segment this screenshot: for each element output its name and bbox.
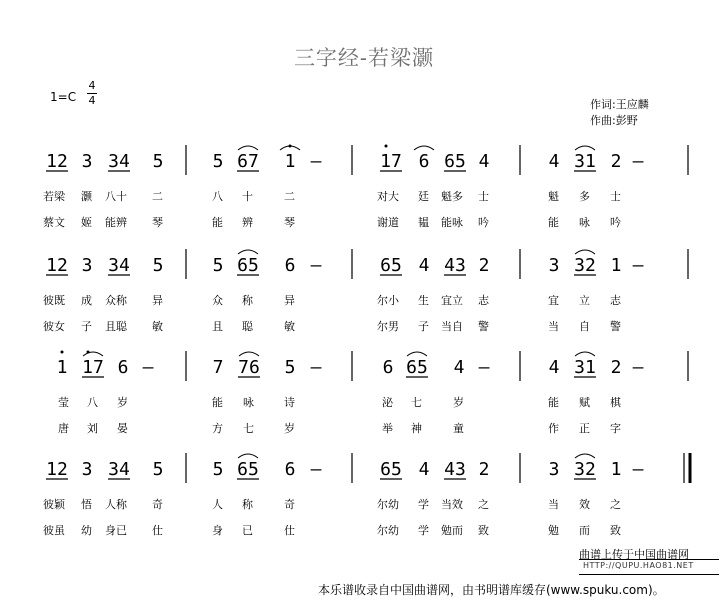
lyric-syllable: 当 (548, 320, 559, 333)
note: 4 (453, 357, 465, 378)
lyric-syllable: 尔幼 (377, 498, 399, 511)
note: 3 (81, 459, 93, 480)
note: – (632, 459, 644, 480)
lyric-syllable: 警 (610, 320, 621, 333)
slur (575, 250, 595, 254)
note: 17 (82, 357, 104, 378)
lyric-syllable: 若梁 (43, 190, 65, 203)
note: – (310, 255, 322, 276)
lyric-syllable: 莹 (58, 396, 69, 409)
note: 65 (237, 255, 259, 276)
lyric-syllable: 能辨 (105, 216, 127, 229)
lyric-syllable: 成 (81, 294, 92, 307)
lyric-syllable: 敏 (152, 320, 163, 333)
lyric-syllable: 宜 (548, 294, 559, 307)
lyric-syllable: 宜立 (441, 294, 463, 307)
slur (238, 146, 258, 150)
lyric-syllable: 勉 (548, 524, 559, 537)
note: 7 (212, 357, 224, 378)
note: 4 (418, 459, 430, 480)
lyric-syllable: 效 (579, 498, 590, 511)
note: 34 (108, 151, 130, 172)
octave-dot (87, 351, 90, 354)
lyric-syllable: 彼虽 (43, 524, 65, 537)
octave-dot (385, 145, 388, 148)
footer-bottom-text: 本乐谱收录自中国曲谱网，由书明谱库缓存(www.spuku.com)。 (318, 583, 665, 597)
lyric-syllable: 学 (418, 498, 429, 511)
lyric-syllable: 七 (411, 396, 422, 409)
note: 43 (444, 459, 466, 480)
note: – (632, 357, 644, 378)
lyric-syllable: 人 (212, 498, 223, 511)
note: 5 (212, 255, 224, 276)
slur (238, 454, 258, 458)
note: 5 (284, 357, 296, 378)
lyric-syllable: 尔男 (377, 320, 399, 333)
lyric-syllable: 子 (81, 320, 92, 333)
lyric-syllable: 吟 (610, 216, 621, 229)
note: – (310, 357, 322, 378)
lyric-syllable: 尔小 (377, 294, 399, 307)
lyric-syllable: 称 (242, 498, 253, 511)
lyric-syllable: 唐 (58, 422, 69, 435)
note: 2 (610, 151, 622, 172)
note: – (632, 151, 644, 172)
note: 67 (237, 151, 259, 172)
lyric-syllable: 咏 (579, 216, 590, 229)
note: 12 (46, 459, 68, 480)
lyric-syllable: 岁 (284, 422, 295, 435)
lyric-syllable: 自 (579, 320, 590, 333)
key-signature: 1=C (50, 90, 77, 104)
note: 65 (444, 151, 466, 172)
lyric-syllable: 而 (579, 524, 590, 537)
lyric-syllable: 童 (453, 422, 464, 435)
note: 4 (548, 151, 560, 172)
note: – (478, 357, 490, 378)
note: 3 (81, 255, 93, 276)
lyric-syllable: 众称 (105, 294, 127, 307)
note: 5 (152, 151, 164, 172)
lyric-syllable: 当 (548, 498, 559, 511)
slur (83, 352, 103, 356)
note: 1 (610, 459, 622, 480)
note: 65 (237, 459, 259, 480)
note: 4 (478, 151, 490, 172)
lyric-syllable: 身已 (105, 524, 127, 537)
lyric-syllable: 致 (610, 524, 621, 537)
note: 34 (108, 255, 130, 276)
note: 1 (610, 255, 622, 276)
note: 12 (46, 255, 68, 276)
lyric-syllable: 士 (478, 190, 489, 203)
lyric-syllable: 十 (242, 190, 253, 203)
lyric-syllable: 子 (418, 320, 429, 333)
lyric-syllable: 方 (212, 422, 223, 435)
lyric-syllable: 琴 (284, 216, 295, 229)
note: 2 (478, 459, 490, 480)
lyric-syllable: 尔幼 (377, 524, 399, 537)
octave-dot (61, 351, 64, 354)
lyric-syllable: 且聪 (105, 320, 127, 333)
lyric-syllable: 泌 (382, 396, 393, 409)
lyric-syllable: 士 (610, 190, 621, 203)
lyric-syllable: 能 (212, 396, 223, 409)
lyric-syllable: 众 (212, 294, 223, 307)
lyric-syllable: 廷 (418, 190, 429, 203)
lyric-syllable: 聪 (242, 320, 253, 333)
note: 31 (574, 357, 596, 378)
lyric-syllable: 岁 (117, 396, 128, 409)
note: 5 (152, 459, 164, 480)
note: 6 (117, 357, 129, 378)
lyric-syllable: 仕 (152, 524, 163, 537)
note: 5 (212, 459, 224, 480)
lyric-syllable: 敏 (284, 320, 295, 333)
composer-credit: 作曲:彭野 (590, 114, 638, 127)
lyric-syllable: 棋 (610, 396, 621, 409)
lyric-syllable: 奇 (152, 498, 163, 511)
note: 12 (46, 151, 68, 172)
note: 4 (418, 255, 430, 276)
lyric-syllable: 八十 (105, 190, 127, 203)
note: 31 (574, 151, 596, 172)
note: 1 (56, 357, 68, 378)
note: 2 (610, 357, 622, 378)
lyric-syllable: 八 (87, 396, 98, 409)
lyric-syllable: 姬 (81, 216, 92, 229)
note: 65 (406, 357, 428, 378)
slur (407, 352, 427, 356)
note: 3 (548, 459, 560, 480)
note: 3 (81, 151, 93, 172)
note: 1 (284, 151, 296, 172)
lyric-syllable: 蔡文 (43, 216, 65, 229)
lyric-syllable: 辨 (242, 216, 253, 229)
note: 6 (418, 151, 430, 172)
note: 65 (380, 459, 402, 480)
lyric-syllable: 二 (284, 190, 295, 203)
lyric-syllable: 魁多 (441, 190, 463, 203)
lyric-syllable: 举 (382, 422, 393, 435)
lyric-syllable: 学 (418, 524, 429, 537)
lyric-syllable: 琴 (152, 216, 163, 229)
note: 6 (284, 459, 296, 480)
lyric-syllable: 当自 (441, 320, 463, 333)
note: 5 (212, 151, 224, 172)
lyric-syllable: 勉而 (441, 524, 463, 537)
lyric-syllable: 称 (242, 294, 253, 307)
lyric-syllable: 咏 (243, 396, 254, 409)
lyric-syllable: 吟 (478, 216, 489, 229)
lyric-syllable: 多 (579, 190, 590, 203)
note: 5 (152, 255, 164, 276)
lyric-syllable: 且 (212, 320, 223, 333)
note: 6 (382, 357, 394, 378)
lyric-syllable: 谢道 (377, 216, 399, 229)
lyric-syllable: 刘 (87, 422, 98, 435)
lyric-syllable: 八 (212, 190, 223, 203)
footer-url: HTTP://QUPU.HAO81.NET (583, 561, 694, 570)
note: 32 (574, 459, 596, 480)
note: – (310, 459, 322, 480)
lyric-syllable: 之 (610, 498, 621, 511)
lyric-syllable: 志 (610, 294, 621, 307)
lyric-syllable: 奇 (284, 498, 295, 511)
note: – (142, 357, 154, 378)
footer-rule-top (579, 559, 719, 560)
lyric-syllable: 幼 (81, 524, 92, 537)
lyric-syllable: 彼女 (43, 320, 65, 333)
note: 6 (284, 255, 296, 276)
note: – (310, 151, 322, 172)
lyric-syllable: 作 (548, 422, 559, 435)
note: 76 (238, 357, 260, 378)
lyric-syllable: 立 (579, 294, 590, 307)
lyric-syllable: 志 (478, 294, 489, 307)
lyric-syllable: 警 (478, 320, 489, 333)
slur (575, 146, 595, 150)
note: 17 (380, 151, 402, 172)
footer-site-text: 曲谱上传于中国曲谱网 (579, 548, 689, 561)
slur (575, 454, 595, 458)
slur (238, 250, 258, 254)
lyric-syllable: 诗 (284, 396, 295, 409)
lyric-syllable: 晏 (117, 422, 128, 435)
lyric-syllable: 彼颖 (43, 498, 65, 511)
lyricist-credit: 作词:王应麟 (590, 98, 649, 111)
time-sig-bottom: 4 (88, 94, 96, 107)
note: 2 (478, 255, 490, 276)
lyric-syllable: 当效 (441, 498, 463, 511)
lyric-syllable: 悟 (81, 498, 92, 511)
lyric-syllable: 能 (548, 396, 559, 409)
lyric-syllable: 仕 (284, 524, 295, 537)
lyric-syllable: 致 (478, 524, 489, 537)
lyric-syllable: 能咏 (441, 216, 463, 229)
lyric-syllable: 七 (243, 422, 254, 435)
lyric-syllable: 身 (212, 524, 223, 537)
lyric-syllable: 对大 (377, 190, 399, 203)
octave-dot (289, 145, 292, 148)
note: 32 (574, 255, 596, 276)
note: – (632, 255, 644, 276)
lyric-syllable: 之 (478, 498, 489, 511)
lyric-syllable: 生 (418, 294, 429, 307)
song-title: 三字经-若梁灏 (293, 46, 435, 70)
lyric-syllable: 彼既 (43, 294, 65, 307)
note: 43 (444, 255, 466, 276)
lyric-syllable: 灏 (81, 190, 92, 203)
lyric-syllable: 异 (284, 294, 295, 307)
lyric-syllable: 岁 (453, 396, 464, 409)
slur (575, 352, 595, 356)
lyric-syllable: 人称 (105, 498, 127, 511)
lyric-syllable: 正 (579, 422, 590, 435)
note: 3 (548, 255, 560, 276)
lyric-syllable: 赋 (579, 396, 590, 409)
lyric-syllable: 魁 (548, 190, 559, 203)
note: 34 (108, 459, 130, 480)
lyric-syllable: 韫 (418, 216, 429, 229)
lyric-syllable: 字 (610, 422, 621, 435)
footer-rule-bottom (579, 574, 719, 575)
slur (239, 352, 259, 356)
note: 65 (380, 255, 402, 276)
lyric-syllable: 能 (548, 216, 559, 229)
note: 4 (548, 357, 560, 378)
lyric-syllable: 已 (242, 524, 253, 537)
lyric-syllable: 能 (212, 216, 223, 229)
lyric-syllable: 二 (152, 190, 163, 203)
time-sig-top: 4 (88, 79, 96, 92)
lyric-syllable: 异 (152, 294, 163, 307)
slur (414, 146, 434, 150)
lyric-syllable: 神 (411, 422, 422, 435)
